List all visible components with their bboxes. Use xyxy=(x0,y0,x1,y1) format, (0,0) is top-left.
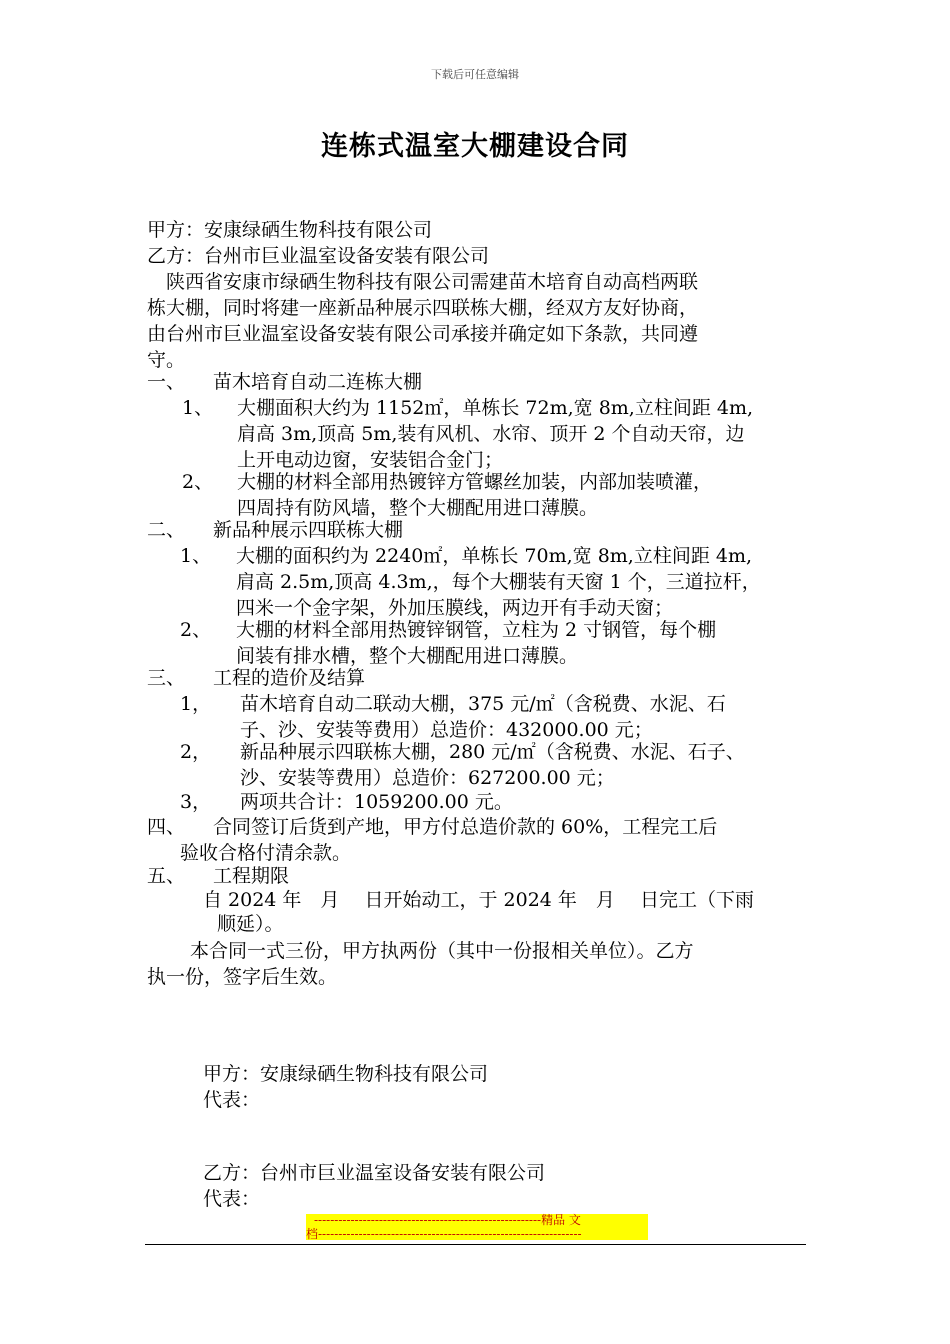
item-line: 间装有排水槽，整个大棚配用进口薄膜。 xyxy=(236,645,579,667)
section-title: 新品种展示四联栋大棚 xyxy=(213,519,404,541)
schedule-line: 自 2024 年 月 日开始动工，于 2024 年 月 日完工（下雨 xyxy=(203,889,754,911)
section-title: 苗木培育自动二连栋大棚 xyxy=(213,371,423,393)
item-line: 肩高 2.5m,顶高 4.3m,，每个大棚装有天窗 1 个，三道拉杆， xyxy=(236,571,761,593)
section-title: 工程的造价及结算 xyxy=(213,667,366,689)
section-number: 二、 xyxy=(147,519,186,541)
item-line: 苗木培育自动二联动大棚，375 元/㎡（含税费、水泥、石 xyxy=(240,693,726,715)
closing-line: 本合同一式三份，甲方执两份（其中一份报相关单位）。乙方 xyxy=(190,940,694,962)
item-number: 1、 xyxy=(182,397,214,419)
item-number: 1， xyxy=(180,693,212,715)
schedule-line: 顺延）。 xyxy=(217,913,284,935)
sign-party-a: 甲方：安康绿硒生物科技有限公司 xyxy=(203,1063,489,1085)
item-line: 四周持有防风墙，整个大棚配用进口薄膜。 xyxy=(237,497,599,519)
sign-rep-b: 代表： xyxy=(203,1188,261,1210)
footer-line: 档----------------------------------------------------------------- xyxy=(306,1227,582,1241)
item-line: 沙、安装等费用）总造价：627200.00 元； xyxy=(240,767,615,789)
item-line: 大棚面积大约为 1152㎡，单栋长 72m,宽 8m,立柱间距 4m, xyxy=(237,397,754,419)
item-line: 肩高 3m,顶高 5m,装有风机、水帘、顶开 2 个自动天帘，边 xyxy=(237,423,745,445)
section-number: 四、 xyxy=(147,816,186,838)
party-a-line: 甲方：安康绿硒生物科技有限公司 xyxy=(147,219,433,241)
intro-line: 守。 xyxy=(147,349,186,371)
section-title: 工程期限 xyxy=(213,865,290,887)
item-line: 上开电动边窗，安装铝合金门； xyxy=(237,449,504,471)
footer-rule xyxy=(145,1244,806,1245)
header-note: 下载后可任意编辑 xyxy=(431,68,519,81)
item-number: 2、 xyxy=(182,471,214,493)
item-line: 子、沙、安装等费用）总造价：432000.00 元； xyxy=(240,719,653,741)
item-number: 2、 xyxy=(180,619,212,641)
section-text: 验收合格付清余款。 xyxy=(180,842,352,864)
section-text: 合同签订后货到产地，甲方付总造价款的 60%，工程完工后 xyxy=(213,816,718,838)
sign-rep-a: 代表： xyxy=(203,1089,261,1111)
item-line: 新品种展示四联栋大棚，280 元/㎡（含税费、水泥、石子、 xyxy=(240,741,745,763)
section-number: 一、 xyxy=(147,371,186,393)
item-number: 1、 xyxy=(180,545,212,567)
item-line: 两项共合计：1059200.00 元。 xyxy=(240,791,513,813)
footer-line: --------------------------------------------------------精品 文 xyxy=(314,1213,581,1227)
item-line: 大棚的材料全部用热镀锌钢管，立柱为 2 寸钢管，每个棚 xyxy=(236,619,717,641)
item-line: 大棚的面积约为 2240㎡，单栋长 70m,宽 8m,立柱间距 4m, xyxy=(236,545,753,567)
intro-line: 陕西省安康市绿硒生物科技有限公司需建苗木培育自动高档两联 xyxy=(166,271,699,293)
item-number: 2， xyxy=(180,741,212,763)
section-number: 五、 xyxy=(147,865,186,887)
document-title: 连栋式温室大棚建设合同 xyxy=(321,131,629,162)
intro-line: 由台州市巨业温室设备安装有限公司承接并确定如下条款，共同遵 xyxy=(147,323,699,345)
item-line: 大棚的材料全部用热镀锌方管螺丝加装，内部加装喷灌， xyxy=(237,471,713,493)
item-line: 四米一个金字架，外加压膜线，两边开有手动天窗； xyxy=(236,597,674,619)
closing-line: 执一份，签字后生效。 xyxy=(147,966,338,988)
party-b-line: 乙方：台州市巨业温室设备安装有限公司 xyxy=(147,245,490,267)
sign-party-b: 乙方：台州市巨业温室设备安装有限公司 xyxy=(203,1162,546,1184)
intro-line: 栋大棚，同时将建一座新品种展示四联栋大棚，经双方友好协商， xyxy=(147,297,699,319)
section-number: 三、 xyxy=(147,667,186,689)
item-number: 3， xyxy=(180,791,212,813)
